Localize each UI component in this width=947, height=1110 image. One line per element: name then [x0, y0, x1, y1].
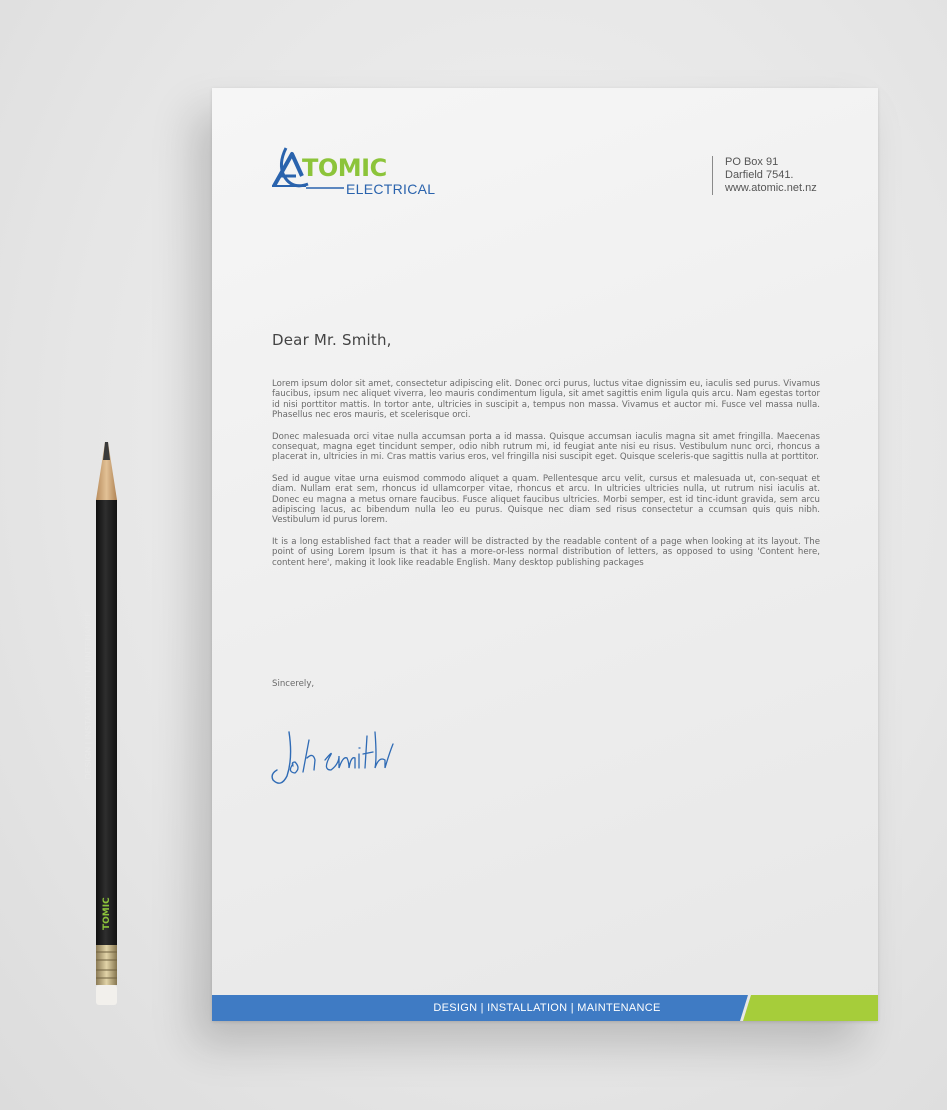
paragraph: It is a long established fact that a reader will be distracted by the readable content of a page when looking at its layout. The point of using Lorem Ipsum is that it has a more-or-less normal distribution of letters, as opposed to using 'Content here, content here', making it look like readable English. Many desktop publishing packages: [272, 536, 820, 568]
address-block: [712, 156, 817, 195]
paragraph: Sed id augue vitae urna euismod commodo aliquet a quam. Pellentesque arcu velit, cursus et malesuada ut, con-sequat et diam. Nullam erat sem, rhoncus id ullamcorper vitae, rhoncus et arcu. In ultricies ultricies nulla, ut rutrum nisi iaculis at. Donec eu magna a metus ornare faucibus. Fusce aliquet faucibus ultricies. Morbi semper, est id tinc-idunt gravida, sem arcu adipiscing lacus, ac bibendum nulla leo eu purus. Quisque nec diam sed risus consectetur a ccumsan quis quis nibh. Vestibulum id purus lorem.: [272, 473, 820, 526]
website-line: www.atomic.net.nz: [725, 182, 817, 194]
footer-services-text: DESIGN | INSTALLATION | MAINTENANCE: [433, 1002, 661, 1014]
atomic-electrical-logo: [272, 146, 447, 204]
pencil-services-text: DESIGN | INSTALLATION | MAINTENANCE: [84, 610, 93, 780]
paragraph: Lorem ipsum dolor sit amet, consectetur adipiscing elit. Donec orci purus, luctus vitae dignissim eu, iaculis sed purus. Vivamus faucibus, ipsum nec aliquet viverra, leo mauris condimentum ligula, sit amet sagittis enim ligula quis arcu. Nam egestas tortor id nisi porttitor mattis. In tortor ante, ultricies in suscipit a, tempus non massa. Vivamus et auctor mi. Fusce vel massa nulla. Phasellus nec eros mauris, et scelerisque orci.: [272, 379, 820, 421]
pencil-logo-wordmark: TOMIC: [102, 897, 112, 930]
paragraph: Donec malesuada orci vitae nulla accumsan porta a id massa. Quisque accumsan iaculis magna sit amet fringilla. Maecenas consequat, magna eget tincidunt semper, odio nibh rutrum mi, id feugiat ante nisi eu risus. Vestibulum nunc orci, rhoncus a placerat in, ultricies in mi. Cras mattis varius eros, vel fringilla nisi suscipit eget. Quisque sceleris-que sagittis nulla at porttitor.: [272, 431, 820, 463]
address-line: PO Box 91: [725, 156, 779, 168]
greeting: Dear Mr. Smith,: [272, 331, 392, 349]
letter-body: [272, 379, 820, 579]
logo-subtitle: ELECTRICAL: [346, 181, 436, 197]
signature: [267, 718, 397, 793]
letterhead-sheet: [212, 88, 878, 1021]
closing: Sincerely,: [272, 679, 315, 689]
address-line: Darfield 7541.: [725, 169, 794, 181]
logo-wordmark: TOMIC: [302, 154, 387, 182]
